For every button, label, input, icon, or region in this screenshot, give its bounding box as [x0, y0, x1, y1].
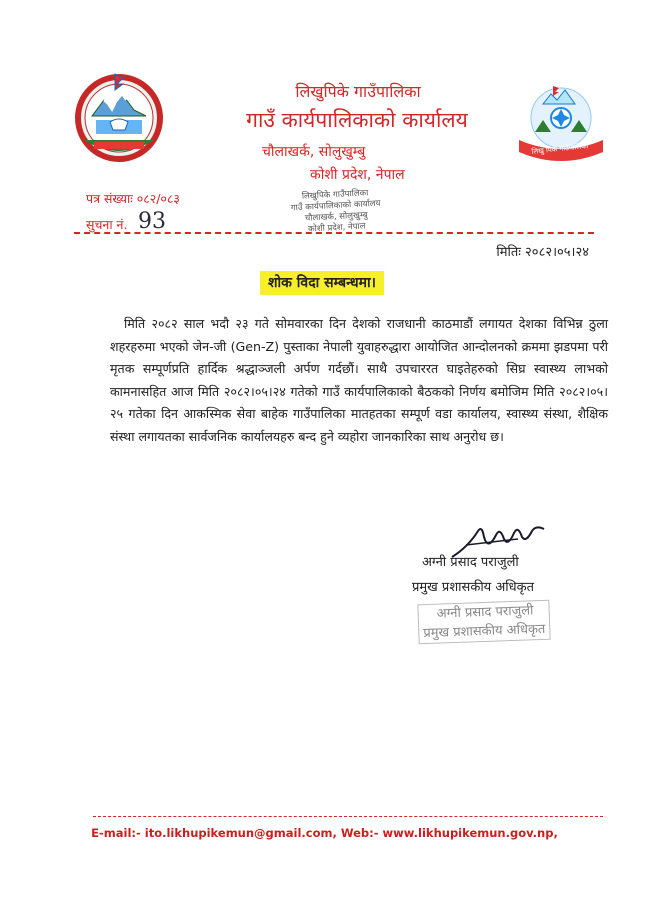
footer-contact: E-mail:- ito.likhupikemun@gmail.com, Web:- www.likhupikemun.gov.np, — [91, 826, 558, 840]
issue-date: मितिः २०८२।०५।२४ — [496, 245, 589, 260]
office-name: गाउँ कार्यपालिकाको कार्यालय — [246, 108, 468, 132]
stamp-signatory-name: अग्नी प्रसाद पराजुली — [436, 603, 534, 622]
stamp-line-2: गाउँ कार्यपालिकाको कार्यालय — [290, 198, 381, 214]
letter-number: पत्र संख्याः ०८२/०८३ — [86, 191, 180, 206]
office-location: चौलाखर्क, सोलुखुम्बु — [262, 144, 366, 160]
stamp-line-3: चौलाखर्क, सोलुखुम्बु — [304, 210, 368, 224]
municipality-logo — [513, 82, 609, 170]
municipality-logo-caption: लिखु पिके गाउँपालिका — [531, 142, 589, 156]
office-province: कोशी प्रदेश, नेपाल — [310, 167, 405, 183]
signatory-stamp — [417, 600, 550, 645]
signatory-title: प्रमुख प्रशासकीय अधिकृत — [412, 580, 535, 595]
municipality-name: लिखुपिके गाउँपालिका — [295, 82, 421, 101]
nepal-emblem-logo — [70, 70, 168, 162]
notice-label: सुचना नं. — [86, 217, 128, 232]
subject-heading: शोक विदा सम्बन्धमा। — [260, 271, 384, 295]
office-stamp — [283, 187, 389, 236]
notice-body: मिति २०८२ साल भदौ २३ गते सोमवारका दिन देशको राजधानी काठमाडौं लगायत देशका विभिन्न ठुला शहरहरुमा भएको जेन-जी (Gen-Z) पुस्ताका नेपाली युवाहरुद्धारा आयोजित आन्दोलनको क्रममा झडपमा परी मृतक सम्पूर्णप्रति हार्दिक श्रद्धाञ्जली अर्पण गर्दछौं। साथै उपचाररत घाइतेहरुको सिघ्र स्वास्थ्य लाभको कामनासहित आज मिति २०८२।०५।२४ गतेको गाउँ कार्यपालिकाको बैठकको निर्णय बमोजिम मिति २०८२।०५।२५ गतेका दिन आकस्मिक सेवा बाहेक गाउँपालिका मातहतका सम्पूर्ण वडा कार्यालय, स्वास्थ्य संस्था, शैक्षिक संस्था लगायतका सार्वजनिक कार्यालयहरु बन्द हुने व्यहोरा जानकारिका साथ अनुरोध छ। — [110, 316, 608, 444]
signatory-name: अग्नी प्रसाद पराजुली — [422, 555, 519, 570]
stamp-signatory-title: प्रमुख प्रशासकीय अधिकृत — [423, 621, 546, 642]
stamp-line-1: लिखुपिके गाउँपालिका — [301, 188, 369, 202]
stamp-line-4: कोशी प्रदेश, नेपाल — [307, 221, 366, 235]
footer-divider — [93, 816, 603, 817]
notice-number: 93 — [138, 209, 166, 234]
header-divider — [74, 232, 594, 234]
